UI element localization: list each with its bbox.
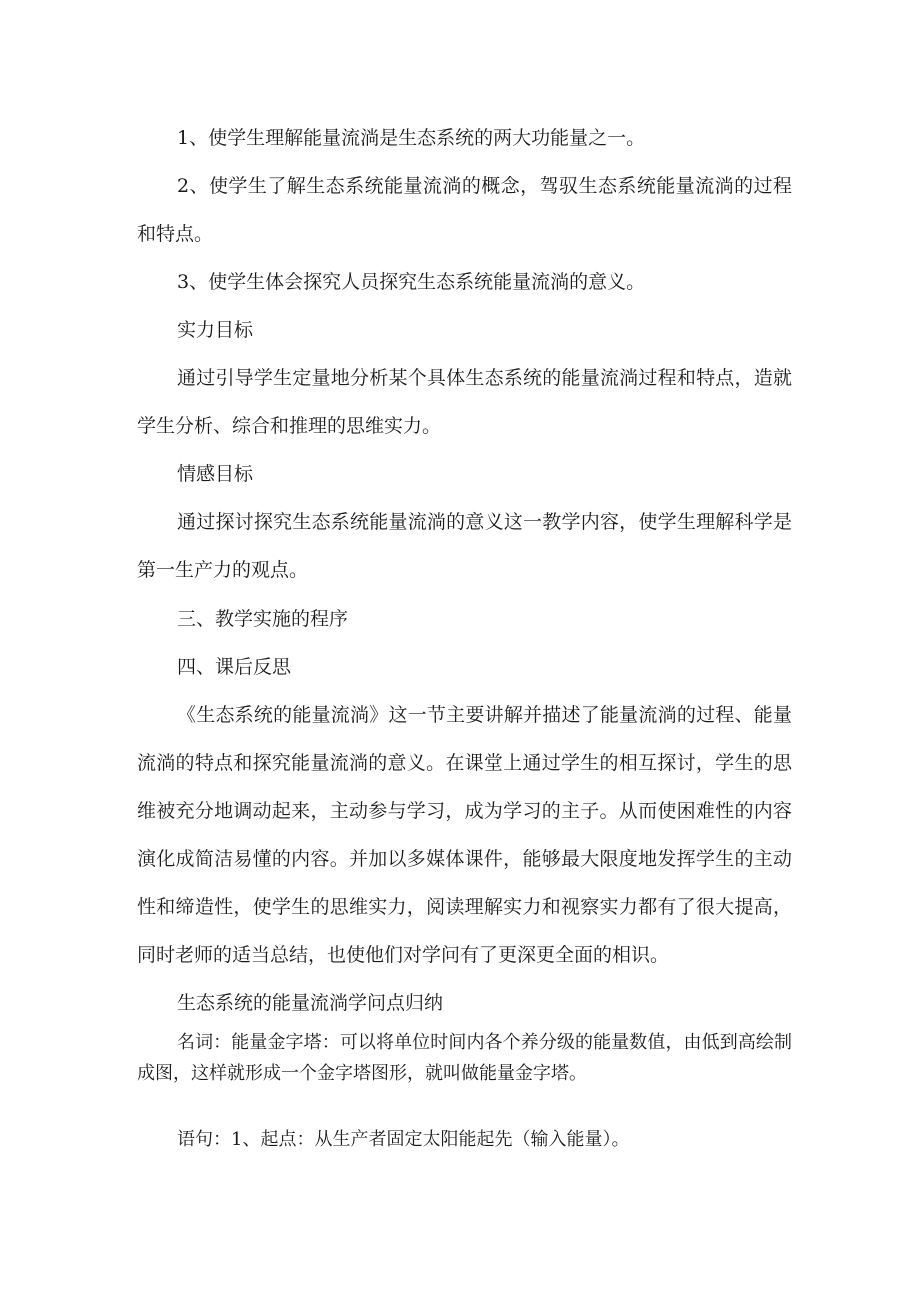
heading-reflection: 四、课后反思 [177,656,292,678]
paragraph-statement-1: 语句：1、起点：从生产者固定太阳能起先（输入能量）。 [177,1129,630,1150]
paragraph-emotion-goal: 通过探讨探究生态系统能量流淌的意义这一教学内容，使学生理解科学是第一生产力的观点。 [137,511,792,581]
paragraph-objective-3: 3、使学生体会探究人员探究生态系统能量流淌的意义。 [177,271,646,293]
heading-ability-goal: 实力目标 [177,319,254,341]
paragraph-objective-1: 1、使学生理解能量流淌是生态系统的两大功能量之一。 [177,127,646,149]
paragraph-ability-goal: 通过引导学生定量地分析某个具体生态系统的能量流淌过程和特点，造就学生分析、综合和推理的思维实力。 [137,367,792,437]
paragraph-objective-2: 2、使学生了解生态系统能量流淌的概念，驾驭生态系统能量流淌的过程和特点。 [137,175,792,245]
heading-emotion-goal: 情感目标 [177,463,254,485]
paragraph-term-definition: 名词：能量金字塔：可以将单位时间内各个养分级的能量数值，由低到高绘制成图，这样就形成一个金字塔图形，就叫做能量金字塔。 [137,1032,792,1084]
heading-teaching-procedure: 三、教学实施的程序 [177,608,349,630]
paragraph-reflection: 《生态系统的能量流淌》这一节主要讲解并描述了能量流淌的过程、能量流淌的特点和探究能量流淌的意义。在课堂上通过学生的相互探讨，学生的思维被充分地调动起来，主动参与学习，成为学习的主子。从而使困难性的内容演化成简洁易懂的内容。并加以多媒体课件，能够最大限度地发挥学生的主动性和缔造性，使学生的思维实力，阅读理解实力和视察实力都有了很大提高，同时老师的适当总结，也使他们对学问有了更深更全面的相识。 [137,704,792,966]
heading-knowledge-summary: 生态系统的能量流淌学问点归纳 [177,992,444,1014]
